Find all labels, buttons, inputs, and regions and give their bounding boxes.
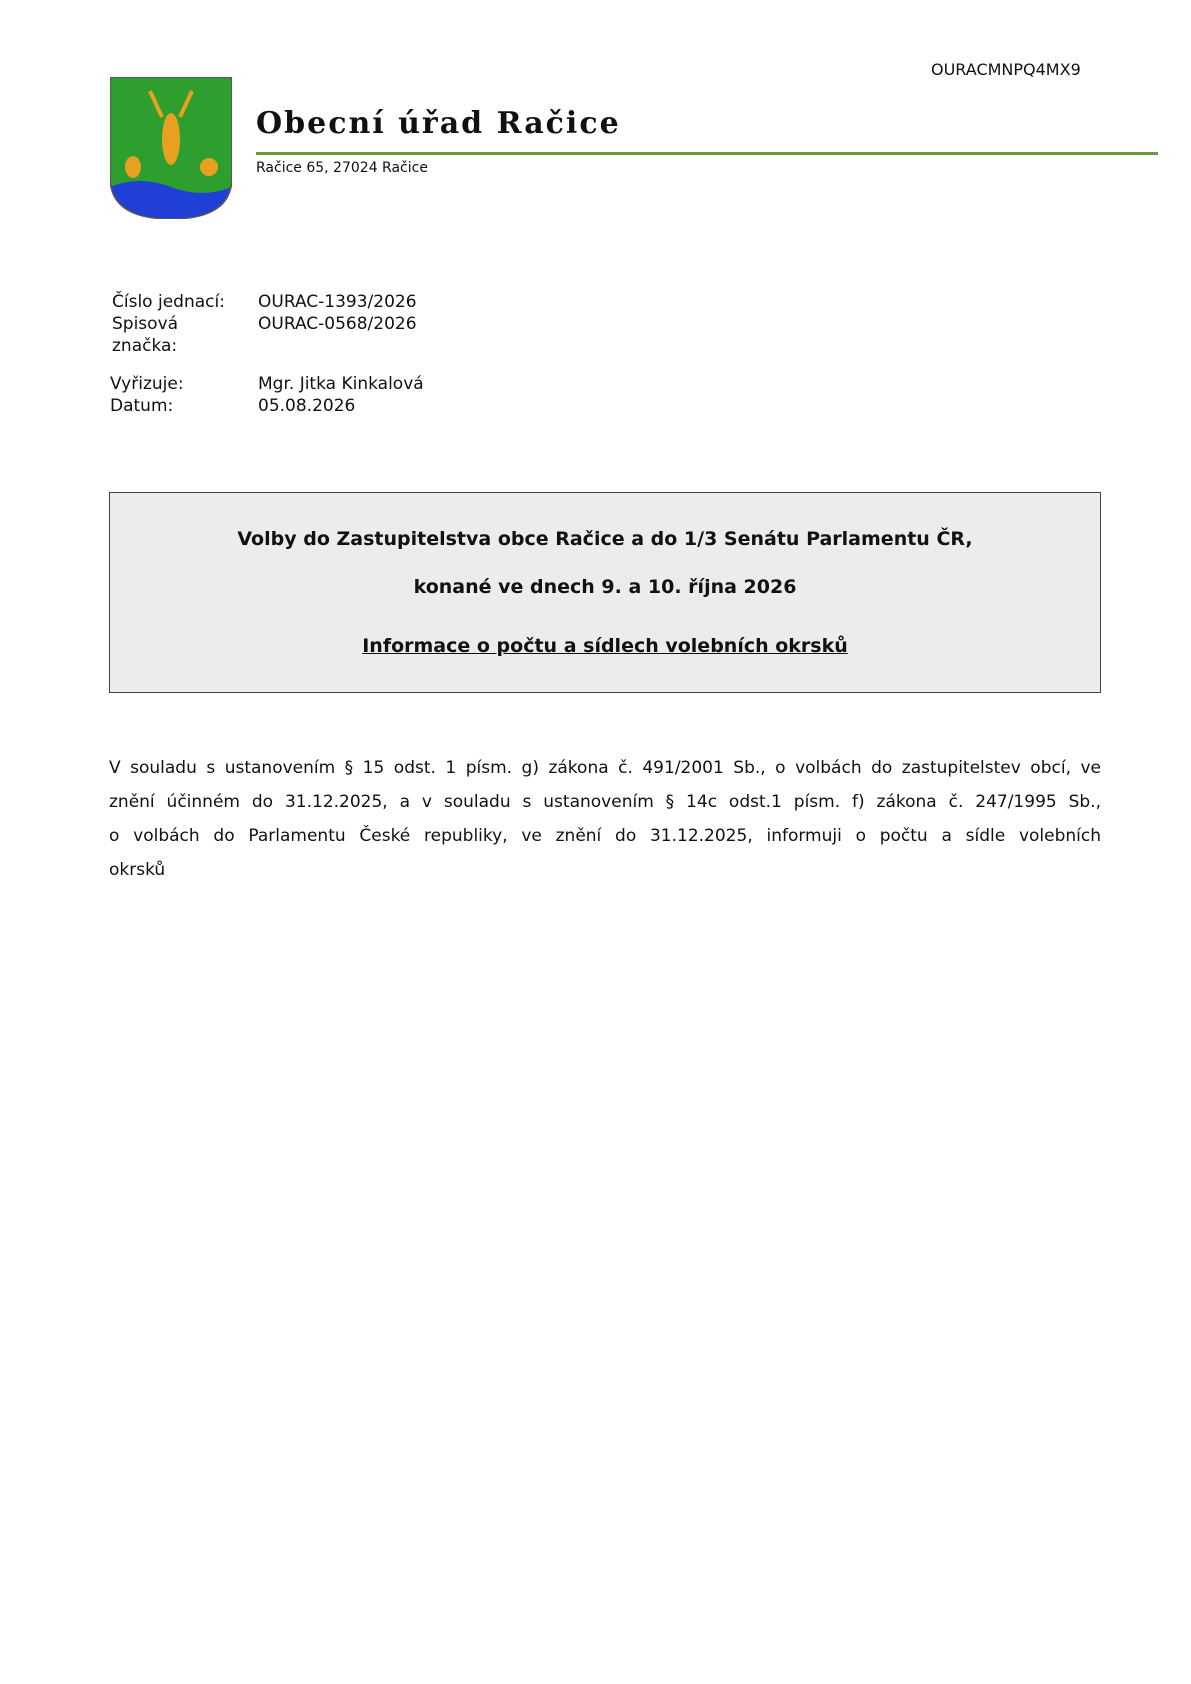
body-line: okrsků (109, 860, 166, 880)
body-line: znění účinném do 31.12.2025, a v souladu s ustanovením § 14c odst.1 písm. f) zákona č. 247/1995 Sb., (109, 792, 1101, 812)
heading-box (109, 492, 1101, 693)
body-line: o volbách do Parlamentu České republiky, ve znění do 31.12.2025, informuji o počtu a sídle volebních (109, 826, 1101, 846)
meta-label-date: Datum: (110, 396, 174, 416)
body-para-1 (109, 751, 1101, 887)
coat-of-arms-logo (110, 77, 232, 219)
document-reference: OURACMNPQ4MX9 (931, 60, 1081, 79)
office-address: Račice 65, 27024 Račice (256, 160, 428, 176)
meta-label-case: Číslo jednací: (112, 292, 225, 312)
heading-line-1: Volby do Zastupitelstva obce Račice a do 1/3 Senátu Parlamentu ČR, (237, 528, 973, 550)
meta-value-handler: Mgr. Jitka Kinkalová (258, 374, 424, 394)
body-line: V souladu s ustanovením § 15 odst. 1 písm. g) zákona č. 491/2001 Sb., o volbách do zastupitelstev obcí, ve (109, 758, 1101, 778)
meta-value-file: OURAC-0568/2026 (258, 314, 417, 334)
meta-label-file: Spisová (112, 314, 179, 334)
meta-label-file-2: značka: (112, 336, 178, 356)
office-title: Obecní úřad Račice (256, 106, 621, 141)
meta-label-handler: Vyřizuje: (110, 374, 184, 394)
heading-line-2: konané ve dnech 9. a 10. října 2026 (413, 576, 797, 598)
meta-value-date: 05.08.2026 (258, 396, 356, 416)
title-rule (256, 152, 1158, 155)
heading-subtitle: Informace o počtu a sídlech volebních okrsků (362, 635, 848, 657)
meta-value-case: OURAC-1393/2026 (258, 292, 417, 312)
